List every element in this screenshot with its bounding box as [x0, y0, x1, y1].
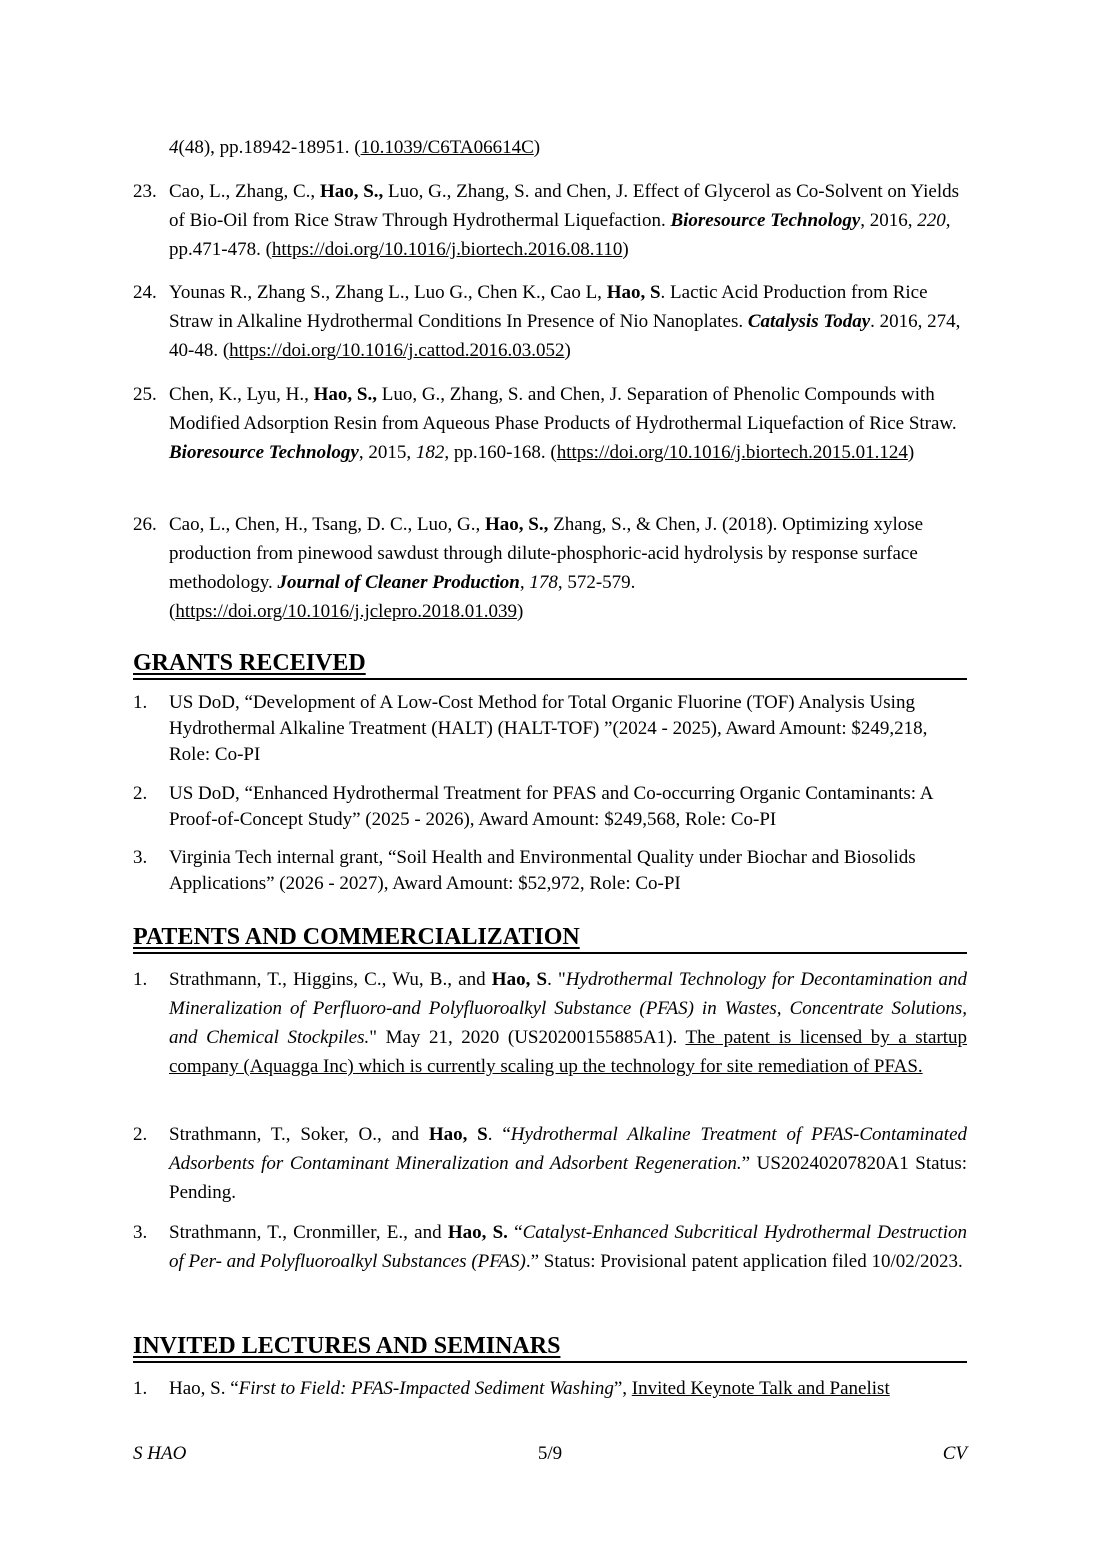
volume-number: 4	[169, 137, 179, 158]
page-number: 5/9	[537, 1443, 563, 1464]
lecture-title: First to Field: PFAS-Impacted Sediment Washing	[238, 1378, 614, 1399]
list-item	[133, 278, 967, 365]
author-self: Hao, S.,	[319, 181, 384, 202]
author-self: Hao, S.,	[313, 384, 377, 405]
doi-link[interactable]: https://doi.org/10.1016/j.jclepro.2018.01.039	[175, 601, 517, 622]
item-number: 2.	[133, 783, 148, 804]
patent-text	[169, 965, 967, 1081]
section-heading-lectures: INVITED LECTURES AND SEMINARS	[133, 1331, 967, 1363]
publication-text	[169, 380, 967, 467]
volume: 178	[529, 572, 558, 593]
item-number: 1.	[133, 692, 148, 713]
quote-open: “	[507, 1222, 523, 1243]
publication-text	[169, 278, 967, 365]
footer-left: S HAO	[133, 1443, 187, 1464]
year: , 2016,	[860, 210, 918, 231]
inventors: Strathmann, T., Soker, O., and	[169, 1124, 429, 1145]
publication-text	[169, 177, 967, 264]
journal-name: Bioresource Technology	[670, 210, 861, 231]
list-item	[133, 781, 967, 833]
speaker: Hao, S. “	[169, 1378, 239, 1399]
author-self: Hao, S	[606, 282, 661, 303]
publication-text	[169, 510, 967, 626]
doi-link[interactable]: https://doi.org/10.1016/j.cattod.2016.03.052	[229, 340, 565, 361]
doi-link[interactable]: https://doi.org/10.1016/j.biortech.2015.01.124	[556, 442, 908, 463]
paren-close: )	[622, 239, 629, 260]
section-heading-patents: PATENTS AND COMMERCIALIZATION	[133, 922, 967, 954]
list-item	[133, 1120, 967, 1207]
author-self: Hao, S.	[447, 1222, 508, 1243]
quote-open: . "	[547, 969, 566, 990]
year: . 2016, 274, 40-48. (	[169, 311, 961, 361]
paren-close: )	[564, 340, 571, 361]
year: , 2015,	[358, 442, 416, 463]
paren-close: )	[516, 601, 524, 622]
authors: Younas R., Zhang S., Zhang L., Luo G., Chen K., Cao L,	[169, 282, 607, 303]
item-number: 26.	[133, 514, 157, 535]
inventors: Strathmann, T., Cronmiller, E., and	[169, 1222, 448, 1243]
patent-info: " May 21, 2020 (US20200155885A1).	[369, 1027, 686, 1048]
author-self: Hao, S	[428, 1124, 488, 1145]
list-item	[133, 177, 967, 264]
publication-continuation	[133, 133, 967, 162]
item-number: 24.	[133, 282, 157, 303]
lecture-type: Invited Keynote Talk and Panelist	[631, 1378, 890, 1399]
patent-text	[169, 1218, 967, 1276]
publication-title: Luo, G., Zhang, S. and Chen, J. Effect of Glycerol as Co-Solvent on Yields of Bio-Oil from Rice Straw Through Hydrothermal Liquefaction.	[169, 181, 960, 231]
pages: , 572-579. (	[169, 572, 636, 622]
journal-name: Bioresource Technology	[169, 442, 359, 463]
item-number: 3.	[133, 1222, 148, 1243]
lecture-text	[169, 1374, 967, 1403]
quote-open: . “	[487, 1124, 511, 1145]
journal-name: Catalysis Today	[747, 311, 871, 332]
doi-link[interactable]: 10.1039/C6TA06614C	[360, 137, 534, 158]
patent-info: .” Status: Provisional patent application filed 10/02/2023.	[525, 1251, 963, 1272]
pages: , pp.471-478. (	[169, 210, 951, 260]
item-number: 23.	[133, 181, 157, 202]
paren-close: )	[533, 137, 541, 158]
publication-continuation-text	[169, 133, 967, 162]
item-number: 1.	[133, 1378, 148, 1399]
inventors: Strathmann, T., Higgins, C., Wu, B., and	[169, 969, 492, 990]
patent-title: Catalyst-Enhanced Subcritical Hydrothermal Destruction of Per- and Polyfluoroalkyl Substances (PFAS)	[169, 1222, 967, 1272]
author-self: Hao, S	[491, 969, 548, 990]
publication-title: Luo, G., Zhang, S. and Chen, J. Separation of Phenolic Compounds with Modified Adsorption Resin from Aqueous Phase Products of Hydrothermal Liquefaction of Rice Straw.	[169, 384, 957, 434]
publication-title: Zhang, S., & Chen, J. (2018). Optimizing xylose production from pinewood sawdust through dilute-phosphoric-acid hydrolysis by response surface methodology.	[169, 514, 924, 593]
grant-text: US DoD, “Enhanced Hydrothermal Treatment for PFAS and Co-occurring Organic Contaminants: A Proof-of-Concept Study” (2025 - 2026), Award Amount: $249,568, Role: Co-PI	[169, 783, 933, 830]
doi-link[interactable]: https://doi.org/10.1016/j.biortech.2016.08.110	[271, 239, 623, 260]
item-number: 2.	[133, 1124, 148, 1145]
patent-title: Hydrothermal Alkaline Treatment of PFAS-Contaminated Adsorbents for Contaminant Mineralization and Adsorbent Regeneration.	[169, 1124, 968, 1174]
list-item	[133, 1374, 967, 1403]
section-heading-grants: GRANTS RECEIVED	[133, 648, 967, 680]
volume: 182	[415, 442, 445, 463]
list-item	[133, 965, 967, 1081]
year: ,	[519, 572, 530, 593]
quote-close: ”,	[613, 1378, 632, 1399]
paren-close: )	[907, 442, 915, 463]
list-item	[133, 510, 967, 626]
license-note: The patent is licensed by a startup company (Aquagga Inc) which is currently scaling up the technology for site remediation of PFAS.	[169, 1027, 967, 1077]
item-number: 3.	[133, 847, 148, 868]
grant-text: US DoD, “Development of A Low-Cost Method for Total Organic Fluorine (TOF) Analysis Using Hydrothermal Alkaline Treatment (HALT) (HALT-TOF) ”(2024 - 2025), Award Amount: $249,218, Role: Co-PI	[169, 692, 928, 765]
patent-title: Hydrothermal Technology for Decontamination and Mineralization of Perfluoro-and Polyfluoroalkyl Substance (PFAS) in Wastes, Concentrate Solutions, and Chemical Stockpiles.	[169, 969, 967, 1048]
list-item	[133, 690, 967, 768]
publication-title: . Lactic Acid Production from Rice Straw in Alkaline Hydrothermal Conditions In Presence of Nio Nanoplates.	[169, 282, 928, 332]
grant-text: Virginia Tech internal grant, “Soil Health and Environmental Quality under Biochar and Biosolids Applications” (2026 - 2027), Award Amount: $52,972, Role: Co-PI	[169, 847, 916, 894]
authors: Chen, K., Lyu, H.,	[169, 384, 314, 405]
list-item	[133, 845, 967, 897]
list-item	[133, 1218, 967, 1276]
pages-text: (48), pp.18942-18951. (	[178, 137, 361, 158]
author-self: Hao, S.,	[485, 514, 549, 535]
journal-name: Journal of Cleaner Production	[277, 572, 520, 593]
patent-info: ” US20240207820A1 Status: Pending.	[169, 1153, 967, 1203]
list-item	[133, 380, 967, 467]
pages: , pp.160-168. (	[444, 442, 557, 463]
item-number: 25.	[133, 384, 157, 405]
item-number: 1.	[133, 969, 148, 990]
volume: 220	[917, 210, 946, 231]
authors: Cao, L., Zhang, C.,	[169, 181, 320, 202]
footer-right: CV	[942, 1443, 967, 1464]
authors: Cao, L., Chen, H., Tsang, D. C., Luo, G.,	[169, 514, 486, 535]
patent-text	[169, 1120, 967, 1207]
